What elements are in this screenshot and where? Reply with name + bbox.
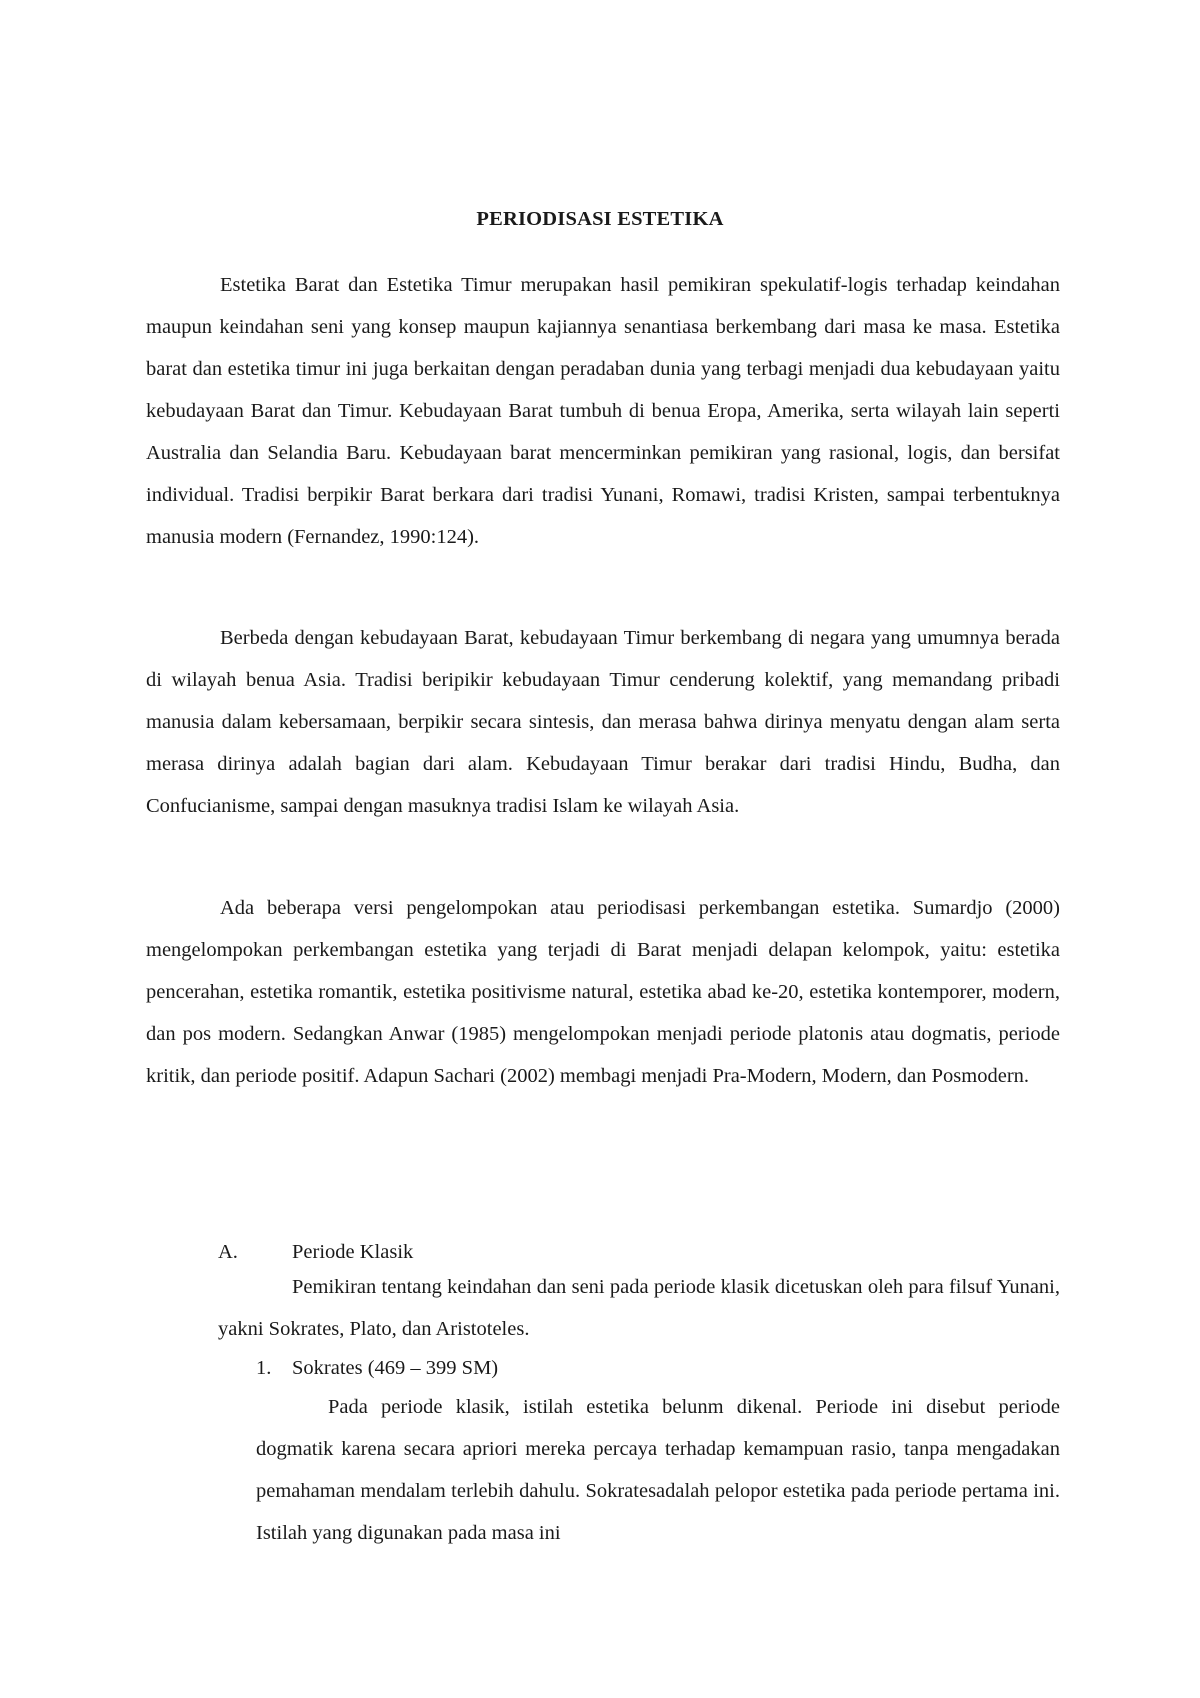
paragraph-1: Estetika Barat dan Estetika Timur merupakan hasil pemikiran spekulatif-logis terhadap keindahan maupun keindahan seni yang konsep maupun kajiannya senantiasa berkembang dari masa ke masa. Estetika barat dan estetika timur ini juga berkaitan dengan peradaban dunia yang terbagi menjadi dua kebudayaan yaitu kebudayaan Barat dan Timur. Kebudayaan Barat tumbuh di benua Eropa, Amerika, serta wilayah lain seperti Australia dan Selandia Baru. Kebudayaan barat mencerminkan pemikiran yang rasional, logis, dan bersifat individual. Tradisi berpikir Barat berkara dari tradisi Yunani, Romawi, tradisi Kristen, sampai terbentuknya manusia modern (Fernandez, 1990:124).	[146, 274, 1060, 548]
document-title: PERIODISASI ESTETIKA	[476, 208, 724, 230]
section-paragraph: Pemikiran tentang keindahan dan seni pada periode klasik dicetuskan oleh para filsuf Yunani, yakni Sokrates, Plato, dan Aristoteles.	[218, 1276, 1060, 1340]
paragraph-3: Ada beberapa versi pengelompokan atau periodisasi perkembangan estetika. Sumardjo (2000) mengelompokan perkembangan estetika yang terjadi di Barat menjadi delapan kelompok, yaitu: estetika pencerahan, estetika romantik, estetika positivisme natural, estetika abad ke-20, estetika kontemporer, modern, dan pos modern. Sedangkan Anwar (1985) mengelompokan menjadi periode platonis atau dogmatis, periode kritik, dan periode positif. Adapun Sachari (2002) membagi menjadi Pra-Modern, Modern, dan Posmodern.	[146, 897, 1060, 1087]
subsection-number: 1.	[256, 1357, 272, 1379]
subsection-heading	[256, 1347, 498, 1389]
subsection-paragraph: Pada periode klasik, istilah estetika belunm dikenal. Periode ini disebut periode dogmatik karena secara apriori mereka percaya terhadap kemampuan rasio, tanpa mengadakan pemahaman mendalam terlebih dahulu. Sokratesadalah pelopor estetika pada periode pertama ini. Istilah yang digunakan pada masa ini	[256, 1396, 1060, 1544]
section-title: Periode Klasik	[292, 1241, 414, 1263]
section-number: A.	[218, 1241, 238, 1263]
subsection-title: Sokrates (469 – 399 SM)	[292, 1357, 499, 1379]
paragraph-2: Berbeda dengan kebudayaan Barat, kebudayaan Timur berkembang di negara yang umumnya berada di wilayah benua Asia. Tradisi beripikir kebudayaan Timur cenderung kolektif, yang memandang pribadi manusia dalam kebersamaan, berpikir secara sintesis, dan merasa bahwa dirinya menyatu dengan alam serta merasa dirinya adalah bagian dari alam. Kebudayaan Timur berakar dari tradisi Hindu, Budha, dan Confucianisme, sampai dengan masuknya tradisi Islam ke wilayah Asia.	[146, 627, 1060, 817]
